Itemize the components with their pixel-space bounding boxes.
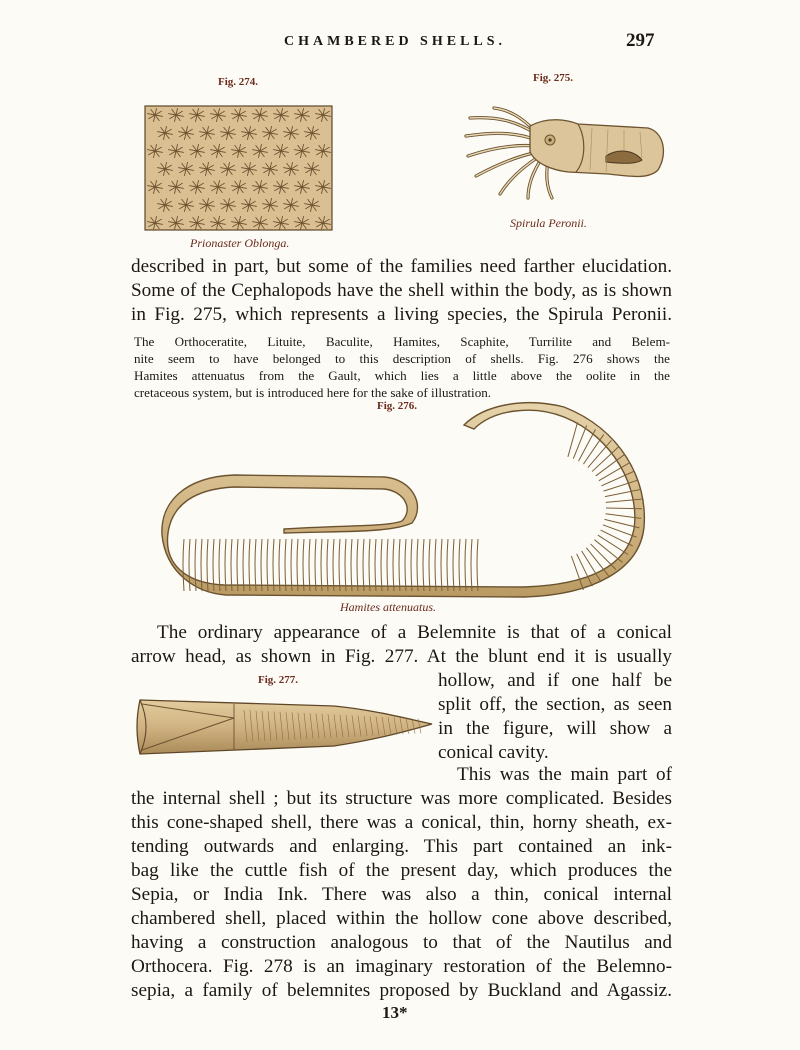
text-line: nite seem to have belonged to this description of shells. Fig. 276 shows the (134, 351, 670, 366)
page-number: 297 (626, 30, 655, 51)
fig-275-label: Fig. 275. (533, 72, 574, 84)
text-line: Orthocera. Fig. 278 is an imaginary restoration of the Belemno- (131, 956, 672, 977)
text-line: this cone-shaped shell, there was a conical, thin, horny sheath, ex- (131, 812, 672, 833)
text-line: hollow, and if one half be (438, 670, 672, 691)
text-line: Hamites attenuatus from the Gault, which lies a little above the oolite in the (134, 368, 670, 383)
text-line: split off, the section, as seen (438, 694, 672, 715)
text-line: arrow head, as shown in Fig. 277. At the blunt end it is usually (131, 646, 672, 667)
text-line: conical cavity. (438, 742, 549, 763)
text-line: sepia, a family of belemnites proposed by Buckland and Agassiz. (131, 980, 672, 1001)
fig-276-label: Fig. 276. (377, 400, 418, 412)
fig-275-spirula-illustration (458, 104, 668, 204)
text-line: The ordinary appearance of a Belemnite is that of a conical (157, 622, 672, 643)
text-line: chambered shell, placed within the hollow cone above described, (131, 908, 672, 929)
running-head: CHAMBERED SHELLS. (284, 34, 507, 49)
text-line: bag like the cuttle fish of the present day, which produces the (131, 860, 672, 881)
fig-277-belemnite-illustration (134, 696, 434, 760)
text-line: having a construction analogous to that of the Nautilus and (131, 932, 672, 953)
fig-277-label: Fig. 277. (258, 674, 299, 686)
text-line: in the figure, will show a (438, 718, 672, 739)
text-line: Sepia, or India Ink. There was also a thin, conical internal (131, 884, 672, 905)
text-line: in Fig. 275, which represents a living species, the Spirula Peronii. (131, 304, 672, 325)
fig-274-label: Fig. 274. (218, 76, 259, 88)
fig-275-caption: Spirula Peronii. (510, 216, 587, 230)
text-line: tending outwards and enlarging. This part contained an ink- (131, 836, 672, 857)
text-line: This was the main part of (457, 764, 672, 785)
fig-276-hamites-illustration (164, 415, 644, 595)
text-line: The Orthoceratite, Lituite, Baculite, Hamites, Scaphite, Turrilite and Belem- (134, 334, 670, 349)
fig-276-caption: Hamites attenuatus. (340, 600, 436, 614)
text-line: Some of the Cephalopods have the shell within the body, as is shown (131, 280, 672, 301)
fig-274-caption: Prionaster Oblonga. (190, 236, 290, 250)
text-line: described in part, but some of the families need farther elucidation. (131, 256, 672, 277)
text-line: cretaceous system, but is introduced here for the sake of illustration. (134, 385, 492, 400)
text-line: the internal shell ; but its structure was more complicated. Besides (131, 788, 672, 809)
fig-274-coral-illustration (145, 106, 332, 230)
signature-mark: 13* (382, 1003, 408, 1022)
